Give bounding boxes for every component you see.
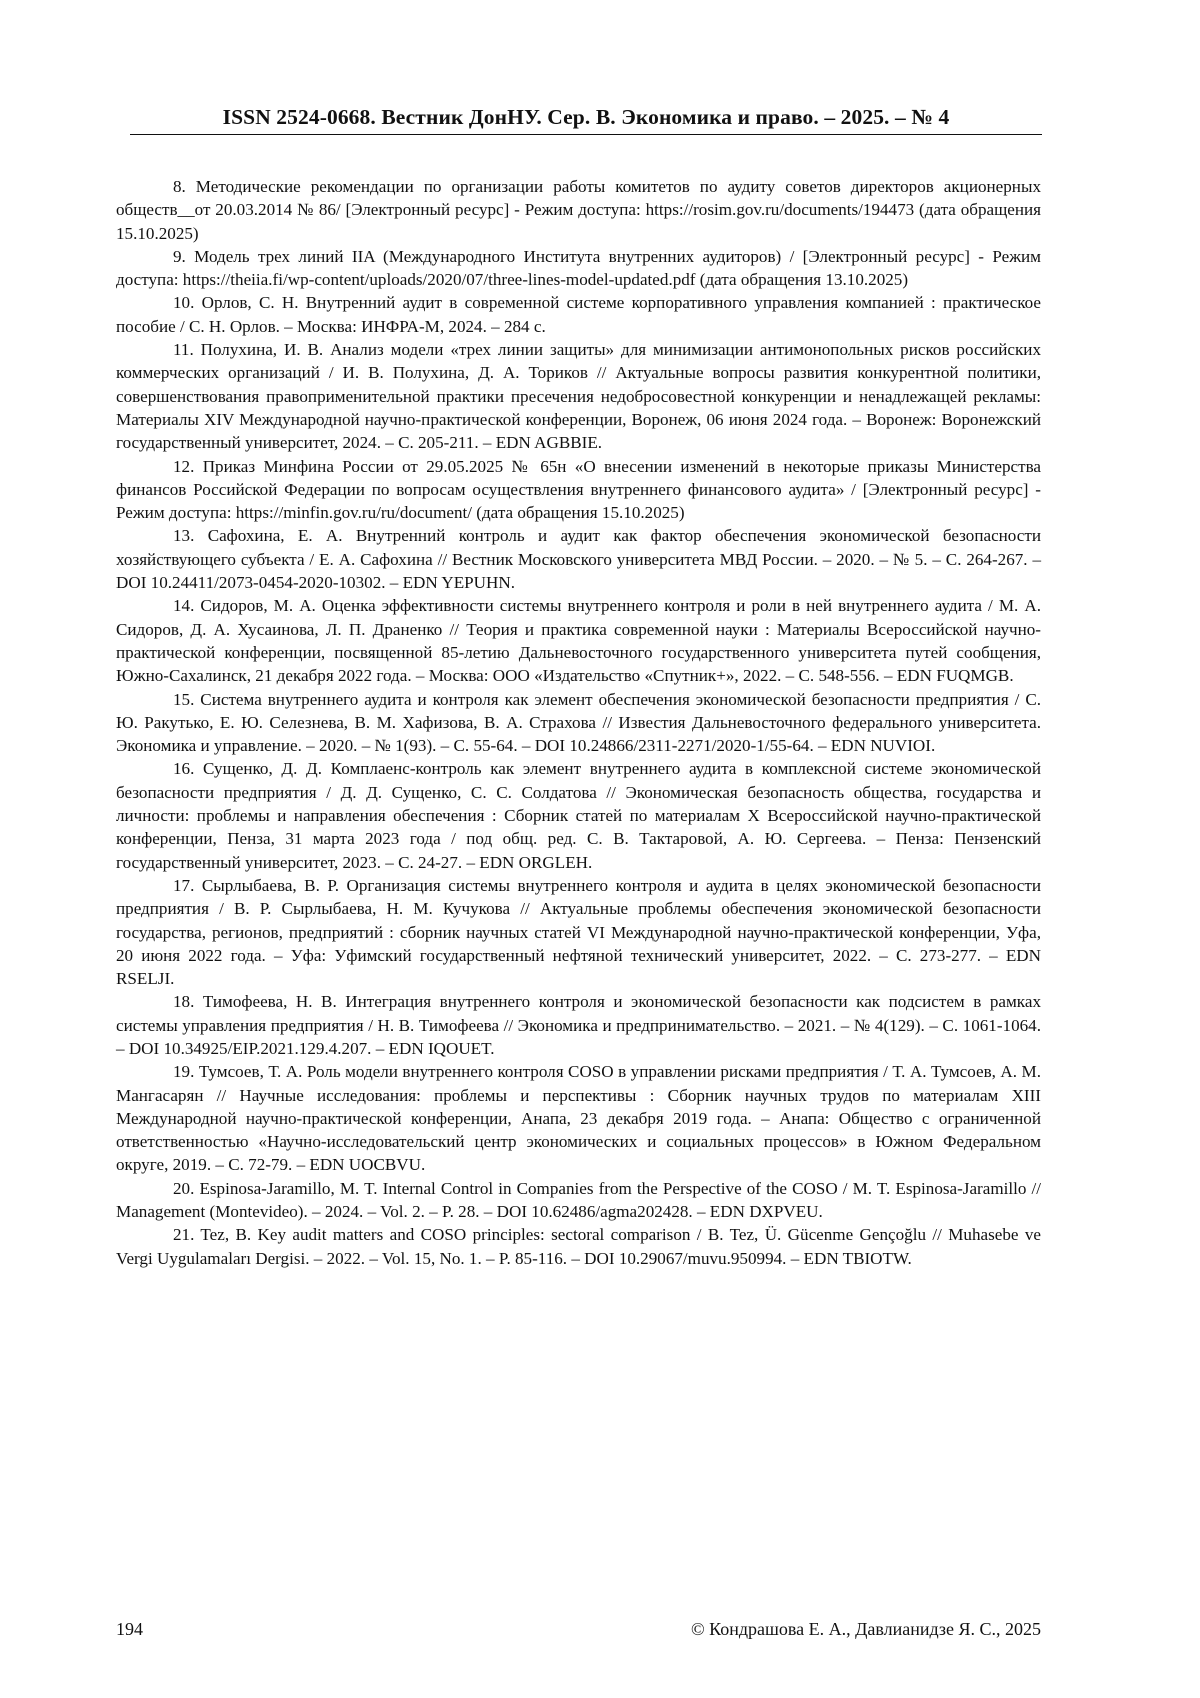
reference-item-19: 19. Тумсоев, Т. А. Роль модели внутреннего контроля COSO в управлении рисками предприятия / Т. А. Тумсоев, А. М. Мангасарян // Научные исследования: проблемы и перспективы : Сборник научных трудов по материалам XIII Международной научно-практической конференции, Анапа, 23 декабря 2019 года. – Анапа: Общество с ограниченной ответственностью «Научно-исследовательский центр экономических и социальных процессов» в Южном Федеральном округе, 2019. – С. 72-79. – EDN UOCBVU.: [116, 1062, 1041, 1175]
reference-list: [116, 175, 1041, 1270]
running-header: ISSN 2524-0668. Вестник ДонНУ. Сер. В. Экономика и право. – 2025. – № 4: [222, 105, 950, 129]
copyright-notice: © Кондрашова Е. А., Давлианидзе Я. С., 2025: [690, 1619, 1041, 1639]
reference-item-18: 18. Тимофеева, Н. В. Интеграция внутреннего контроля и экономической безопасности как подсистем в рамках системы управления предприятия / Н. В. Тимофеева // Экономика и предпринимательство. – 2021. – № 4(129). – С. 1061-1064. – DOI 10.34925/EIP.2021.129.4.207. – EDN IQOUET.: [116, 992, 1041, 1058]
reference-item-20: 20. Espinosa-Jaramillo, M. T. Internal Control in Companies from the Perspective of the COSO / M. T. Espinosa-Jaramillo // Management (Montevideo). – 2024. – Vol. 2. – P. 28. – DOI 10.62486/agma202428. – EDN DXPVEU.: [116, 1178, 1041, 1222]
reference-item-21: 21. Tez, B. Key audit matters and COSO principles: sectoral comparison / B. Tez, Ü. Gücenme Gençoğlu // Muhasebe ve Vergi Uygulamaları Dergisi. – 2022. – Vol. 15, No. 1. – P. 85-116. – DOI 10.29067/muvu.950994. – EDN TBIOTW.: [116, 1225, 1041, 1268]
reference-item-14: 14. Сидоров, М. А. Оценка эффективности системы внутреннего контроля и роли в ней внутреннего аудита / М. А. Сидоров, Д. А. Хусаинова, Л. П. Драненко // Теория и практика современной науки : Материалы Всероссийской научно-практической конференции, посвященной 85-летию Дальневосточного государственного университета путей сообщения, Южно-Сахалинск, 21 декабря 2022 года. – Москва: ООО «Издательство «Спутник+», 2022. – С. 548-556. – EDN FUQMGB.: [116, 596, 1041, 686]
page-number: 194: [116, 1619, 143, 1639]
reference-item-13: 13. Сафохина, Е. А. Внутренний контроль и аудит как фактор обеспечения экономической безопасности хозяйствующего субъекта / Е. А. Сафохина // Вестник Московского университета МВД России. – 2020. – № 5. – С. 264-267. – DOI 10.24411/2073-0454-2020-10302. – EDN YEPUHN.: [116, 526, 1041, 593]
reference-item-17: 17. Сырлыбаева, В. Р. Организация системы внутреннего контроля и аудита в целях экономической безопасности предприятия / В. Р. Сырлыбаева, Н. М. Кучукова // Актуальные проблемы обеспечения экономической безопасности государства, регионов, предприятий : сборник научных статей VI Международной научно-практической конференции, Уфа, 20 июня 2022 года. – Уфа: Уфимский государственный нефтяной технический университет, 2022. – С. 273-277. – EDN RSELJI.: [116, 875, 1041, 989]
reference-item-15: 15. Система внутреннего аудита и контроля как элемент обеспечения экономической безопасности предприятия / С. Ю. Ракутько, Е. Ю. Селезнева, В. М. Хафизова, В. А. Страхова // Известия Дальневосточного федерального университета. Экономика и управление. – 2020. – № 1(93). – С. 55-64. – DOI 10.24866/2311-2271/2020-1/55-64. – EDN NUVIOI.: [116, 689, 1041, 756]
reference-item-10: 10. Орлов, С. Н. Внутренний аудит в современной системе корпоративного управления компанией : практическое пособие / С. Н. Орлов. – Москва: ИНФРА-М, 2024. – 284 с.: [116, 293, 1041, 336]
header-rule: [130, 134, 1042, 135]
reference-item-12: 12. Приказ Минфина России от 29.05.2025 № 65н «О внесении изменений в некоторые приказы Министерства финансов Российской Федерации по вопросам осуществления внутреннего финансового аудита» / [Электронный ресурс] - Режим доступа: https://minfin.gov.ru/ru/document/ (дата обращения 15.10.2025): [116, 456, 1041, 523]
reference-item-9: 9. Модель трех линий IIA (Международного Института внутренних аудиторов) / [Электронный ресурс] - Режим доступа: https://theiia.fi/wp-content/uploads/2020/07/three-lines-model-updated.pdf (дата обращения 13.10.2025): [116, 246, 1041, 290]
reference-item-16: 16. Сущенко, Д. Д. Комплаенс-контроль как элемент внутреннего аудита в комплексной системе экономической безопасности предприятия / Д. Д. Сущенко, С. С. Солдатова // Экономическая безопасность общества, государства и личности: проблемы и направления обеспечения : Сборник статей по материалам X Всероссийской научно-практической конференции, Пенза, 31 марта 2023 года / под общ. ред. С. В. Тактаровой, А. Ю. Сергеева. – Пенза: Пензенский государственный университет, 2023. – С. 24-27. – EDN ORGLEH.: [116, 759, 1041, 872]
reference-item-8: 8. Методические рекомендации по организации работы комитетов по аудиту советов директоров акционерных обществ__от 20.03.2014 № 86/ [Электронный ресурс] - Режим доступа: https://rosim.gov.ru/documents/194473 (дата обращения 15.10.2025): [116, 177, 1041, 243]
reference-item-11: 11. Полухина, И. В. Анализ модели «трех линии защиты» для минимизации антимонопольных рисков российских коммерческих организаций / И. В. Полухина, Д. А. Ториков // Актуальные вопросы развития конкурентной политики, совершенствования правоприменительной практики пресечения недобросовестной конкуренции и ненадлежащей рекламы: Материалы XIV Международной научно-практической конференции, Воронеж, 06 июня 2024 года. – Воронеж: Воронежский государственный университет, 2024. – С. 205-211. – EDN AGBBIE.: [116, 340, 1041, 453]
